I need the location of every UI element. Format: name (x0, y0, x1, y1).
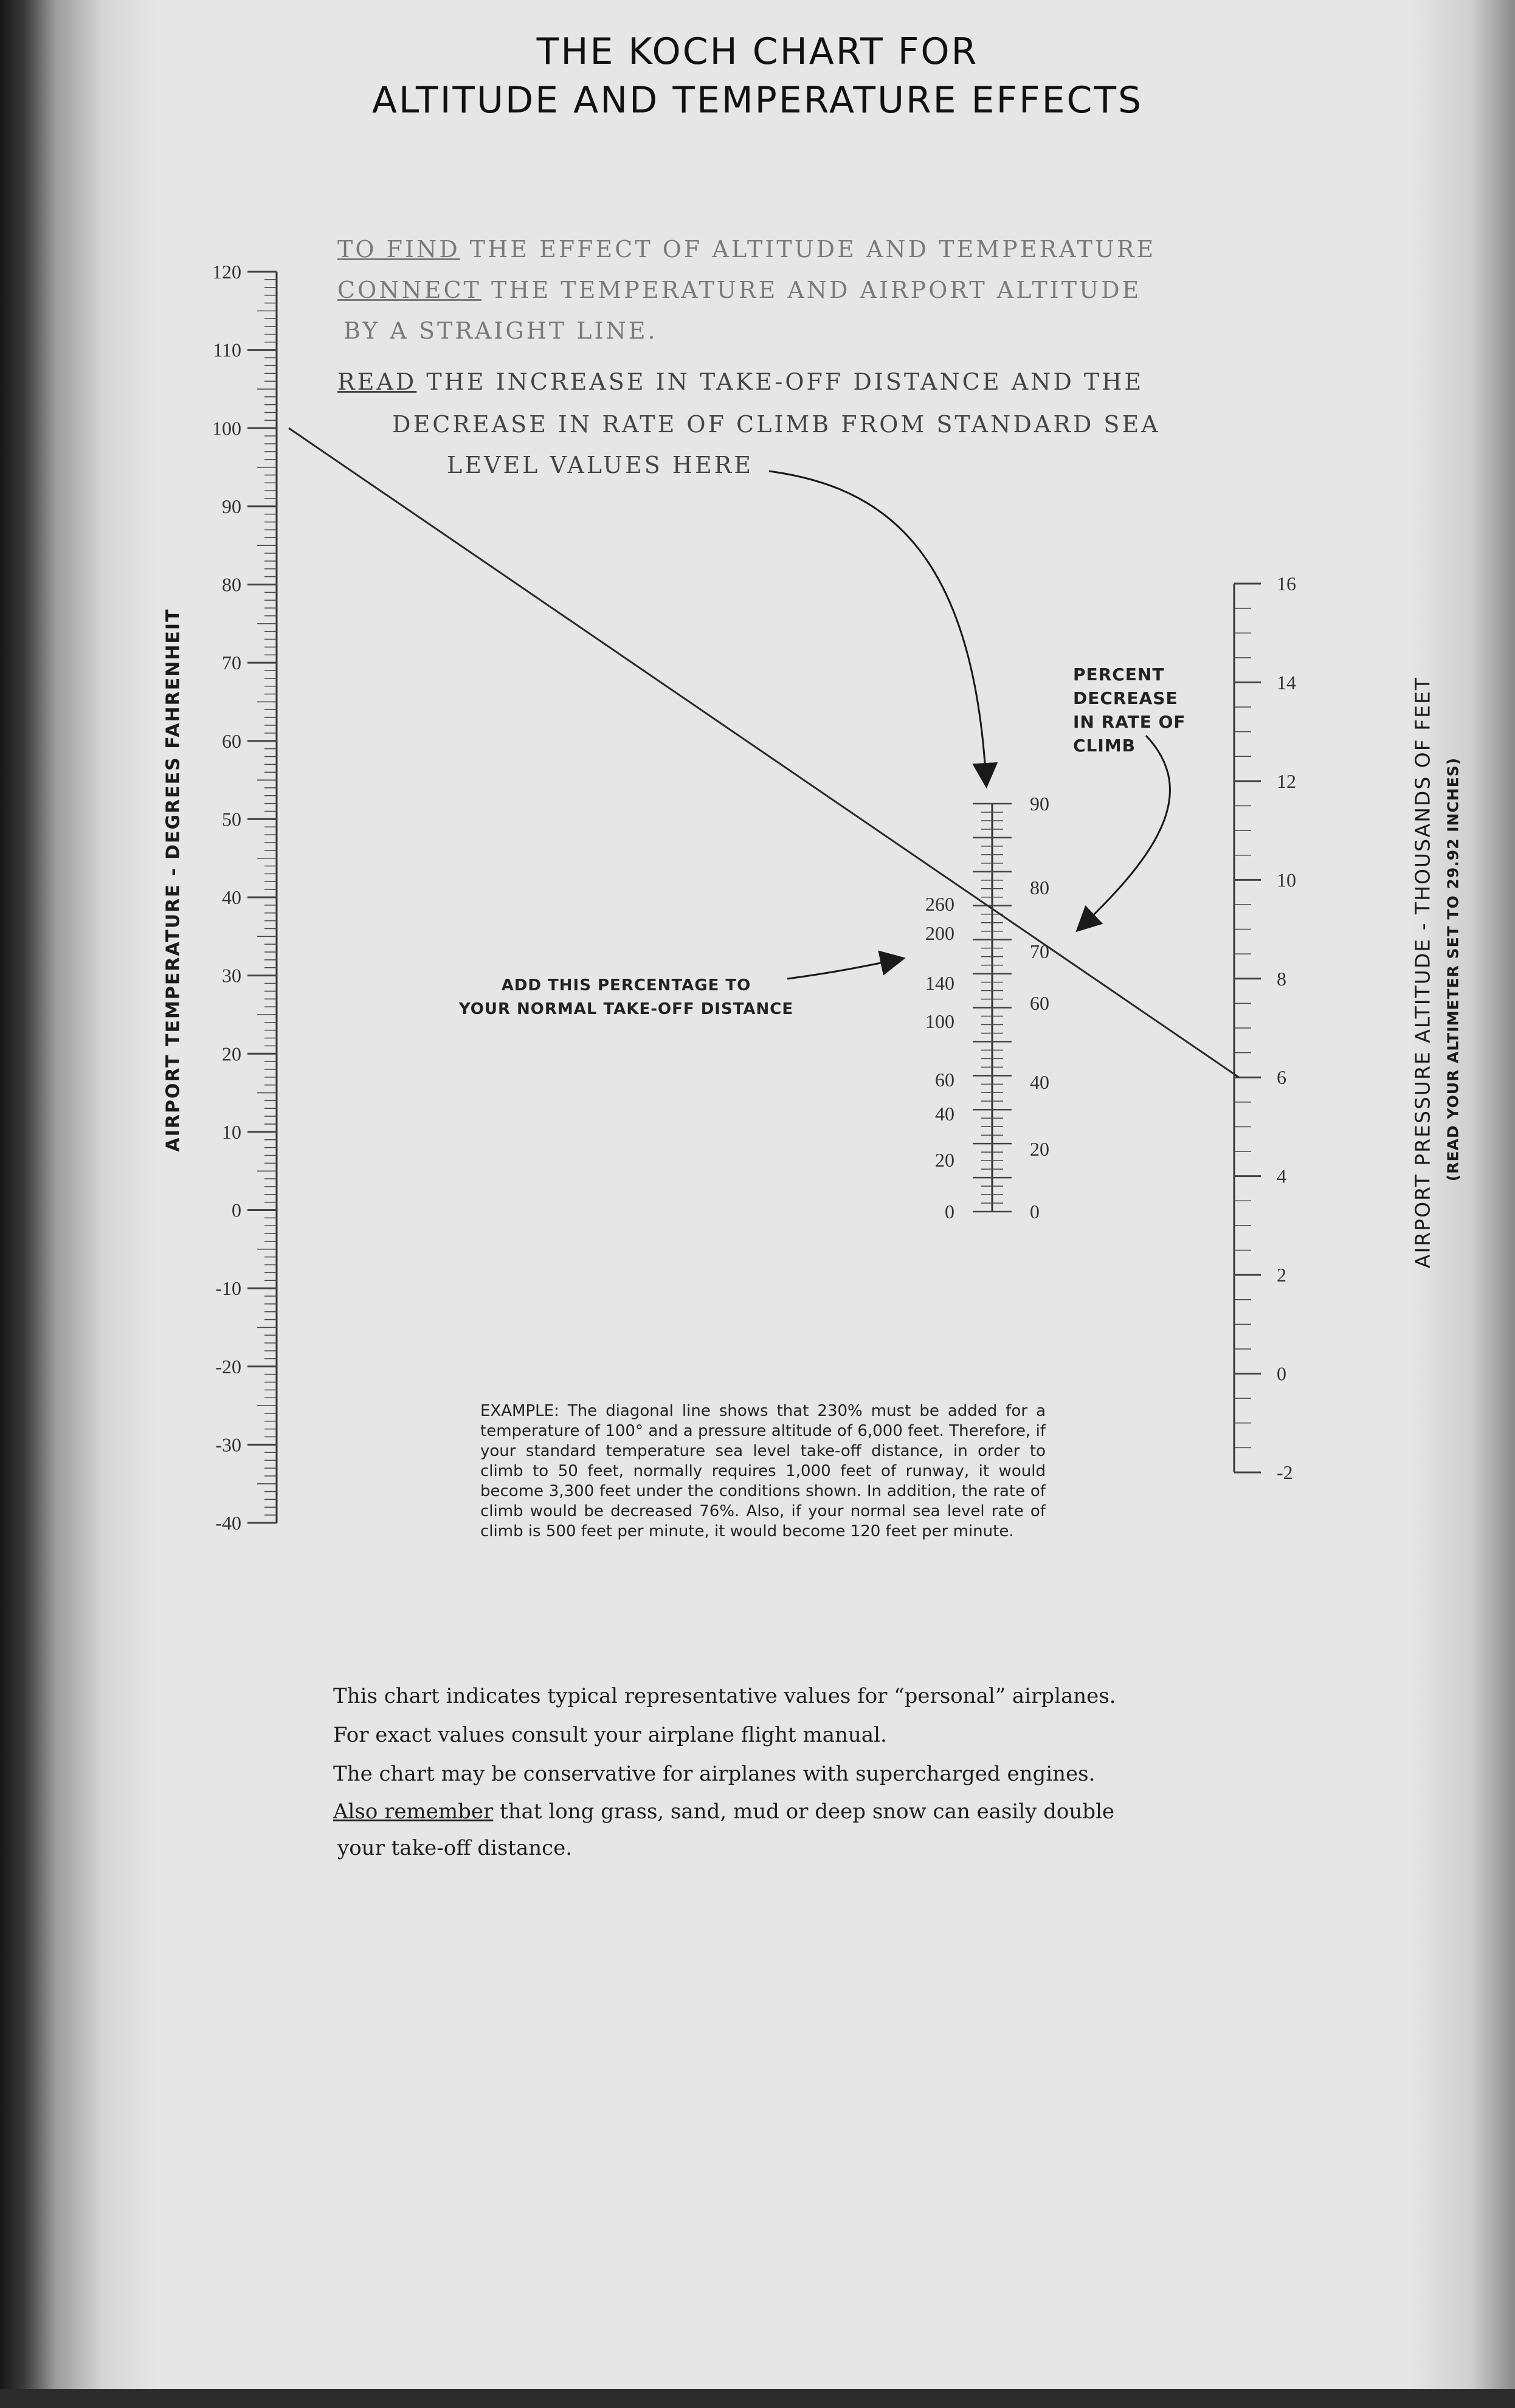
temperature-tick-label: -30 (215, 1433, 241, 1456)
altitude-tick-label: 16 (1277, 573, 1296, 595)
altitude-tick-label: 6 (1277, 1066, 1286, 1089)
altitude-axis-title: AIRPORT PRESSURE ALTITUDE - THOUSANDS OF FEET (1410, 676, 1435, 1269)
footnote-keyword: Also remember (333, 1799, 494, 1824)
climb-tick-label: 20 (1030, 1138, 1049, 1160)
altitude-tick-label: 12 (1277, 770, 1296, 792)
takeoff-label-line-1: ADD THIS PERCENTAGE TO (501, 976, 751, 995)
temperature-tick-label: 0 (232, 1199, 241, 1221)
temperature-tick-label: 100 (212, 417, 241, 440)
takeoff-label-line-2: YOUR NORMAL TAKE-OFF DISTANCE (458, 1000, 794, 1018)
takeoff-tick-label: 0 (945, 1201, 954, 1223)
instruction-read-line-3: LEVEL VALUES HERE (447, 452, 754, 478)
temperature-tick-label: -40 (215, 1512, 241, 1534)
connect-text: THE TEMPERATURE AND AIRPORT ALTITUDE (491, 277, 1142, 303)
temperature-tick-label: 60 (222, 730, 241, 752)
temperature-tick-label: 120 (212, 261, 241, 283)
instruction-connect-line-2: BY A STRAIGHT LINE. (343, 317, 658, 344)
read-keyword: READ (337, 368, 417, 395)
climb-label-line-2: DECREASE (1073, 688, 1178, 708)
climb-tick-label: 40 (1030, 1071, 1049, 1093)
instruction-read-line-2: DECREASE IN RATE OF CLIMB FROM STANDARD SEA (392, 411, 1161, 438)
chart-title-line-1: THE KOCH CHART FOR (536, 30, 979, 73)
example-diagonal-line (289, 428, 1239, 1077)
footnote-line-5: your take-off distance. (337, 1836, 573, 1860)
altitude-tick-label: 8 (1277, 967, 1286, 990)
temperature-tick-label: 30 (222, 964, 241, 987)
climb-tick-label: 0 (1030, 1201, 1040, 1223)
takeoff-tick-label: 20 (935, 1149, 954, 1171)
temperature-tick-label: 50 (222, 808, 241, 830)
altitude-scale (1234, 573, 1296, 1483)
temperature-tick-label: 10 (222, 1120, 241, 1143)
chart-title-line-2: ALTITUDE AND TEMPERATURE EFFECTS (371, 79, 1144, 122)
takeoff-tick-label: 200 (925, 922, 954, 944)
connect-keyword: CONNECT (337, 277, 481, 303)
footnote-line-1: This chart indicates typical representative values for “personal” airplanes. (333, 1684, 1116, 1708)
altitude-tick-label: 10 (1277, 869, 1296, 891)
temperature-tick-label: 20 (222, 1043, 241, 1065)
takeoff-tick-label: 140 (925, 972, 954, 994)
climb-tick-label: 60 (1030, 992, 1049, 1014)
climb-tick-label: 70 (1030, 940, 1049, 962)
climb-label-line-1: PERCENT (1073, 664, 1165, 685)
climb-label-line-4: CLIMB (1073, 736, 1136, 756)
temperature-tick-label: -20 (215, 1355, 241, 1378)
climb-tick-label: 90 (1030, 793, 1049, 815)
altitude-tick-label: 14 (1277, 671, 1296, 694)
footnote-line-2: For exact values consult your airplane flight manual. (333, 1723, 887, 1747)
temperature-tick-label: -10 (215, 1277, 241, 1300)
temperature-tick-label: 110 (213, 339, 241, 361)
altitude-tick-label: -2 (1277, 1461, 1293, 1483)
find-keyword: TO FIND (337, 236, 460, 263)
climb-label-arrow (1081, 736, 1170, 927)
climb-label-line-3: IN RATE OF (1073, 712, 1186, 732)
read-here-arrow (769, 471, 986, 781)
footnote-line-4 (333, 1799, 1114, 1824)
altitude-tick-label: 4 (1277, 1165, 1286, 1187)
result-scale (925, 793, 1049, 1223)
altitude-tick-label: 2 (1277, 1264, 1286, 1286)
example-paragraph: EXAMPLE: The diagonal line shows that 230% must be added for a temperature of 100° and a pressure altitude of 6,000 feet. Therefore, if your standard temperature sea level take-off distance, in order to climb to 50 feet, normally requires 1,000 feet of runway, it would become 3,300 feet under the conditions shown. In addition, the rate of climb would be decreased 76%. Also, if your normal sea level rate of climb is 500 feet per minute, it would become 120 feet per minute. (480, 1402, 1046, 1540)
climb-tick-label: 80 (1030, 877, 1049, 899)
temperature-axis-title: AIRPORT TEMPERATURE - DEGREES FAHRENHEIT (162, 608, 184, 1152)
temperature-tick-label: 40 (222, 886, 241, 908)
takeoff-tick-label: 260 (925, 893, 954, 915)
takeoff-tick-label: 100 (925, 1010, 954, 1032)
temperature-tick-label: 70 (222, 652, 241, 674)
find-text: THE EFFECT OF ALTITUDE AND TEMPERATURE (469, 236, 1156, 263)
temperature-scale (212, 261, 277, 1534)
temperature-tick-label: 90 (222, 495, 241, 517)
altitude-tick-label: 0 (1277, 1362, 1286, 1385)
footnote-line-4-text: that long grass, sand, mud or deep snow can easily double (493, 1799, 1115, 1824)
takeoff-tick-label: 40 (935, 1103, 954, 1125)
temperature-tick-label: 80 (222, 573, 241, 596)
altitude-axis-subtitle: (READ YOUR ALTIMETER SET TO 29.92 INCHES) (1444, 757, 1462, 1182)
takeoff-label-arrow (787, 959, 899, 979)
read-text: THE INCREASE IN TAKE-OFF DISTANCE AND THE (426, 368, 1144, 395)
footnote-line-3: The chart may be conservative for airplanes with supercharged engines. (333, 1762, 1096, 1786)
takeoff-tick-label: 60 (935, 1069, 954, 1091)
